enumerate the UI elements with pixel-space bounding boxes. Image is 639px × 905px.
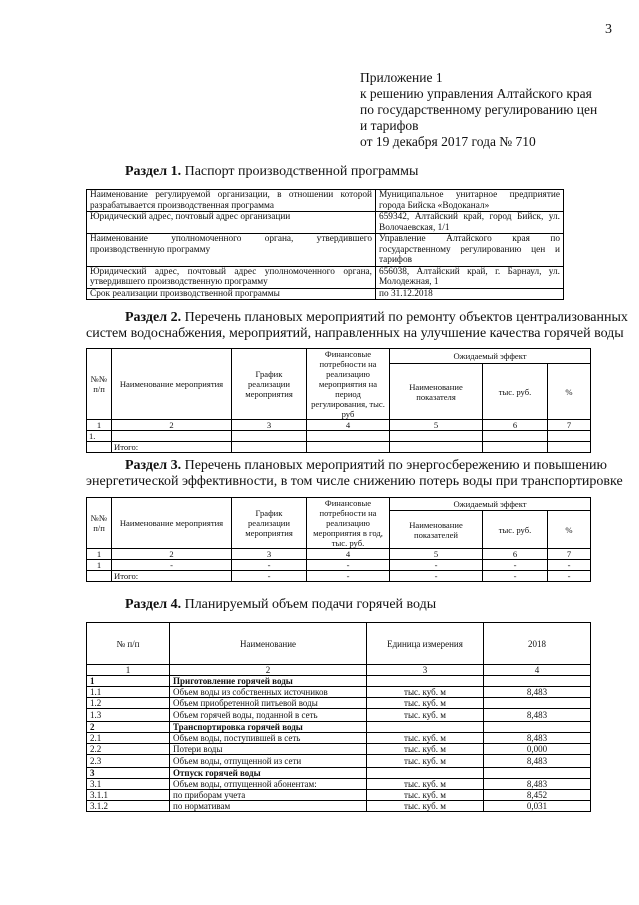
- row-unit: [367, 676, 484, 687]
- colnum: 2: [112, 549, 232, 560]
- row-value: 0,000: [484, 744, 591, 755]
- volume-row: [87, 687, 591, 698]
- row-name: Приготовление горячей воды: [170, 676, 367, 687]
- col-schedule: График реализации мероприятия: [232, 349, 307, 420]
- row-unit: тыс. куб. м: [367, 755, 484, 768]
- row-name: Потери воды: [170, 744, 367, 755]
- energy-measures-table: [86, 497, 591, 582]
- row-name: Объем воды, отпущенной абонентам:: [170, 779, 367, 790]
- passport-value: Управление Алтайского края по государственному регулированию цен и тарифов: [376, 234, 564, 267]
- row-unit: тыс. куб. м: [367, 801, 484, 812]
- row-name: Объем воды, отпущенной из сети: [170, 755, 367, 768]
- col-name: Наименование мероприятия: [112, 349, 232, 420]
- colnum: 4: [307, 420, 390, 431]
- row-unit: [367, 768, 484, 779]
- row-number: 2.2: [87, 744, 170, 755]
- cell: -: [307, 560, 390, 571]
- section1-text: Паспорт производственной программы: [184, 164, 419, 179]
- colnum: 2: [170, 665, 367, 676]
- col-effect: Ожидаемый эффект: [390, 498, 591, 511]
- row-unit: тыс. куб. м: [367, 790, 484, 801]
- repair-measures-table: [86, 348, 591, 453]
- volume-row: [87, 755, 591, 768]
- row-value: [484, 722, 591, 733]
- colnum: 4: [307, 549, 390, 560]
- volume-row: [87, 768, 591, 779]
- volume-row: [87, 744, 591, 755]
- row-unit: тыс. куб. м: [367, 733, 484, 744]
- col-indicator: Наименование показателей: [390, 511, 483, 549]
- row-value: 0,031: [484, 801, 591, 812]
- col-rub: тыс. руб.: [483, 511, 548, 549]
- passport-key: Юридический адрес, почтовый адрес организации: [87, 212, 376, 234]
- row-number: 3.1: [87, 779, 170, 790]
- row-number: 1.2: [87, 698, 170, 709]
- colnum: 7: [548, 420, 591, 431]
- passport-key: Наименование регулируемой организации, в отношении которой разрабатывается производственная программа: [87, 190, 376, 212]
- colnum: 6: [483, 549, 548, 560]
- passport-value: 659342, Алтайский край, город Бийск, ул. Волочаевская, 1/1: [376, 212, 564, 234]
- row-unit: тыс. куб. м: [367, 687, 484, 698]
- appendix-line: Приложение 1: [360, 70, 443, 85]
- page-number: 3: [605, 22, 612, 37]
- col-finance: Финансовые потребности на реализацию мероприятия в год, тыс. руб.: [307, 498, 390, 549]
- row-value: 8,483: [484, 687, 591, 698]
- colnum: 6: [483, 420, 548, 431]
- section3-title: [125, 458, 607, 474]
- passport-key: Срок реализации производственной программы: [87, 288, 376, 300]
- row-number: 2.1: [87, 733, 170, 744]
- row-unit: тыс. куб. м: [367, 698, 484, 709]
- section4-label: Раздел 4.: [125, 597, 182, 612]
- appendix-line: к решению управления Алтайского края: [360, 86, 592, 101]
- passport-row: [87, 266, 564, 288]
- appendix-line: и тарифов: [360, 118, 419, 133]
- col-name: Наименование: [170, 623, 367, 665]
- colnum: 1: [87, 665, 170, 676]
- section4-text: Планируемый объем подачи горячей воды: [184, 597, 437, 612]
- row-unit: [367, 722, 484, 733]
- colnum: 5: [390, 549, 483, 560]
- col-pct: %: [548, 364, 591, 420]
- passport-value: Муниципальное унитарное предприятие города Бийска «Водоканал»: [376, 190, 564, 212]
- col-rub: тыс. руб.: [483, 364, 548, 420]
- row-number: 1.3: [87, 709, 170, 722]
- col-indicator: Наименование показателя: [390, 364, 483, 420]
- row-number: 1: [87, 676, 170, 687]
- row-value: 8,483: [484, 755, 591, 768]
- section3-title-2: энергетической эффективности, в том числе снижению потерь воды при транспортировке: [86, 474, 623, 489]
- row-value: 8,483: [484, 733, 591, 744]
- passport-key: Наименование уполномоченного органа, утвердившего производственную программу: [87, 234, 376, 267]
- row-name: по приборам учета: [170, 790, 367, 801]
- cell: -: [483, 571, 548, 582]
- section2-label: Раздел 2.: [125, 310, 182, 325]
- total-label: Итого:: [112, 442, 232, 453]
- cell: 1: [87, 560, 112, 571]
- col-schedule: График реализации мероприятия: [232, 498, 307, 549]
- col-num: №№ п/п: [87, 498, 112, 549]
- colnum: 7: [548, 549, 591, 560]
- appendix-line: по государственному регулированию цен: [360, 102, 598, 117]
- hot-water-volume-table: [86, 622, 591, 812]
- row-name: Объем горячей воды, поданной в сеть: [170, 709, 367, 722]
- col-effect: Ожидаемый эффект: [390, 349, 591, 364]
- row-number: 3: [87, 768, 170, 779]
- passport-row: [87, 212, 564, 234]
- row-number: 2.3: [87, 755, 170, 768]
- cell: -: [232, 571, 307, 582]
- colnum: 3: [367, 665, 484, 676]
- section2-text: Перечень плановых мероприятий по ремонту объектов централизованных: [184, 310, 628, 325]
- passport-value: по 31.12.2018: [376, 288, 564, 300]
- col-num: №№ п/п: [87, 349, 112, 420]
- colnum: 3: [232, 549, 307, 560]
- passport-key: Юридический адрес, почтовый адрес уполномоченного органа, утвердившего производственную программу: [87, 266, 376, 288]
- cell: -: [232, 560, 307, 571]
- cell: -: [483, 560, 548, 571]
- row-value: [484, 768, 591, 779]
- colnum: 1: [87, 420, 112, 431]
- col-finance: Финансовые потребности на реализацию мероприятия на период регулирования, тыс. руб: [307, 349, 390, 420]
- cell: -: [548, 571, 591, 582]
- row-name: по нормативам: [170, 801, 367, 812]
- passport-value: 656038, Алтайский край, г. Барнаул, ул. Молодежная, 1: [376, 266, 564, 288]
- col-pct: %: [548, 511, 591, 549]
- cell: -: [390, 560, 483, 571]
- appendix-line: от 19 декабря 2017 года № 710: [360, 134, 536, 149]
- row-name: Объем воды, поступившей в сеть: [170, 733, 367, 744]
- col-unit: Единица измерения: [367, 623, 484, 665]
- section3-text: Перечень плановых мероприятий по энергосбережению и повышению: [184, 458, 607, 473]
- row-value: 8,452: [484, 790, 591, 801]
- col-name: Наименование мероприятия: [112, 498, 232, 549]
- row-number: 3.1.1: [87, 790, 170, 801]
- volume-row: [87, 676, 591, 687]
- row-value: [484, 698, 591, 709]
- section2-title: [125, 310, 628, 326]
- total-label: Итого:: [112, 571, 232, 582]
- col-num: № п/п: [87, 623, 170, 665]
- passport-row: [87, 190, 564, 212]
- passport-row: [87, 288, 564, 300]
- cell: -: [548, 560, 591, 571]
- passport-row: [87, 234, 564, 267]
- cell: -: [390, 571, 483, 582]
- appendix-header: [360, 70, 597, 150]
- cell: -: [112, 560, 232, 571]
- volume-row: [87, 733, 591, 744]
- row-name: Объем воды из собственных источников: [170, 687, 367, 698]
- row-number: 1.: [87, 431, 112, 442]
- row-unit: тыс. куб. м: [367, 779, 484, 790]
- colnum: 1: [87, 549, 112, 560]
- volume-row: [87, 698, 591, 709]
- passport-table: [86, 189, 564, 300]
- row-name: Объем приобретенной питьевой воды: [170, 698, 367, 709]
- section2-title-2: систем водоснабжения, мероприятий, направленных на улучшение качества горячей воды: [86, 326, 624, 341]
- volume-row: [87, 779, 591, 790]
- row-unit: тыс. куб. м: [367, 744, 484, 755]
- volume-row: [87, 801, 591, 812]
- colnum: 4: [484, 665, 591, 676]
- row-name: Транспортировка горячей воды: [170, 722, 367, 733]
- section1-title: [125, 164, 418, 180]
- row-number: 3.1.2: [87, 801, 170, 812]
- volume-row: [87, 709, 591, 722]
- row-name: Отпуск горячей воды: [170, 768, 367, 779]
- section4-title: [125, 597, 436, 613]
- row-number: 2: [87, 722, 170, 733]
- section1-label: Раздел 1.: [125, 164, 182, 179]
- row-value: 8,483: [484, 709, 591, 722]
- colnum: 2: [112, 420, 232, 431]
- row-value: 8,483: [484, 779, 591, 790]
- volume-row: [87, 790, 591, 801]
- row-value: [484, 676, 591, 687]
- row-unit: тыс. куб. м: [367, 709, 484, 722]
- colnum: 3: [232, 420, 307, 431]
- cell: -: [307, 571, 390, 582]
- volume-row: [87, 722, 591, 733]
- colnum: 5: [390, 420, 483, 431]
- section3-label: Раздел 3.: [125, 458, 182, 473]
- col-year: 2018: [484, 623, 591, 665]
- row-number: 1.1: [87, 687, 170, 698]
